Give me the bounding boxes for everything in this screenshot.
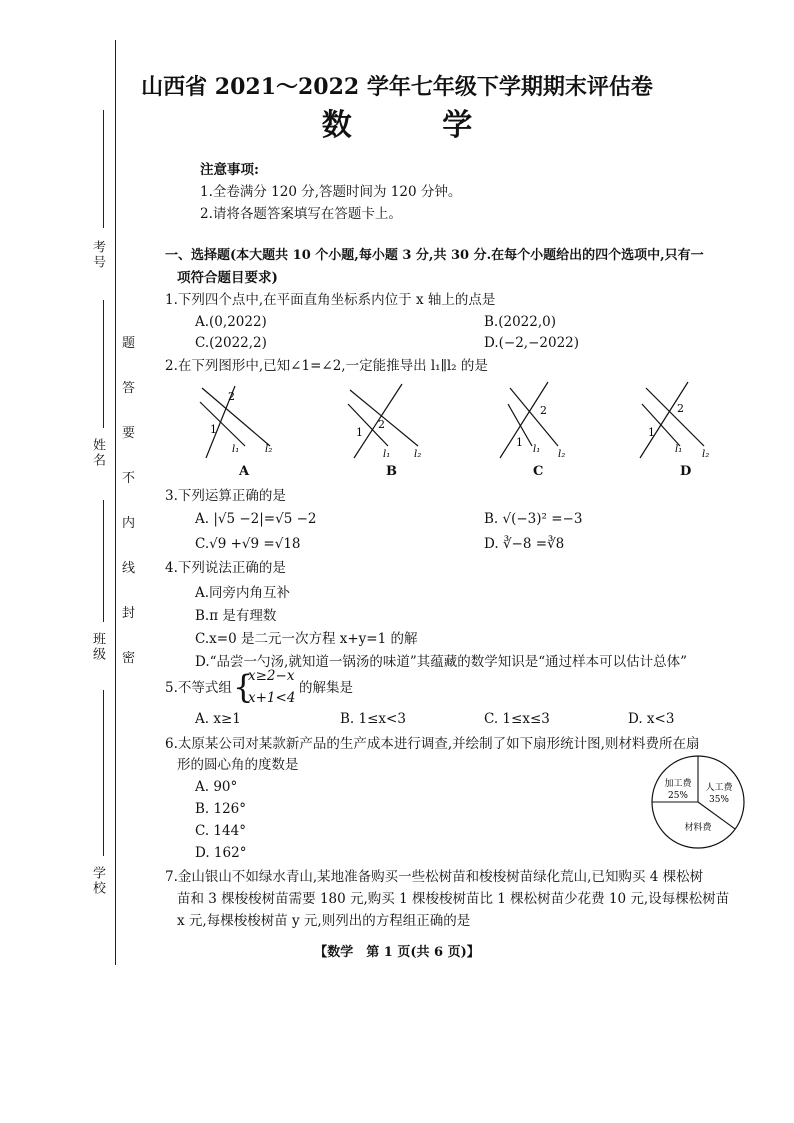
exam-title: 山西省 2021～2022 学年七年级下学期期末评估卷 <box>141 74 653 100</box>
notes-heading: 注意事项: <box>200 162 259 178</box>
q5-option-a[interactable]: A. x≥1 <box>195 711 241 727</box>
q4-option-c[interactable]: C.x=0 是二元一次方程 x+y=1 的解 <box>195 631 418 647</box>
q6-stem-cont: 形的圆心角的度数是 <box>177 757 299 773</box>
seal-char: 内 <box>122 516 136 531</box>
angle-label: 2 <box>378 418 385 431</box>
figure-c <box>500 382 558 458</box>
subject-title: 数 学 <box>321 108 513 143</box>
cost-pie-chart <box>648 752 748 852</box>
q5-inequality-1: x≥2−x <box>248 668 295 684</box>
pie-slice-percent: 25% <box>667 791 689 801</box>
angle-label: 1 <box>516 436 523 449</box>
pie-slice-percent: 35% <box>708 795 730 805</box>
q5-inequality-2: x+1<4 <box>248 690 296 706</box>
q7-stem: 7.金山银山不如绿水青山,某地准备购买一些松树苗和梭梭树苗绿化荒山,已知购买 4 棵松树 <box>165 869 704 885</box>
field-class: 班级 <box>90 632 105 662</box>
figure-d <box>640 382 704 458</box>
q5-brace: { <box>233 668 254 706</box>
seal-char: 要 <box>122 426 136 441</box>
q5-option-c[interactable]: C. 1≤x≤3 <box>484 711 550 727</box>
angle-label: 2 <box>677 402 684 415</box>
q2-figures <box>190 378 730 460</box>
q4-option-d[interactable]: D.“品尝一勺汤,就知道一锅汤的味道”其蕴藏的数学知识是“通过样本可以估计总体” <box>195 654 688 670</box>
line-label: l₁ <box>383 449 391 460</box>
q1-option-d[interactable]: D.(−2,−2022) <box>484 335 580 351</box>
q1-option-a[interactable]: A.(0,2022) <box>195 314 267 330</box>
seal-char: 答 <box>122 381 136 396</box>
q7-stem-cont: x 元,每棵梭梭树苗 y 元,则列出的方程组正确的是 <box>177 913 471 929</box>
seal-char: 题 <box>122 336 136 351</box>
line-label: l₂ <box>558 449 566 460</box>
notes-item: 2.请将各题答案填写在答题卡上。 <box>200 206 402 222</box>
q4-option-b[interactable]: B.π 是有理数 <box>195 608 277 624</box>
line-label: l₂ <box>265 444 273 455</box>
pie-slice-label: 人工费 <box>705 783 733 793</box>
field-exam-number: 考号 <box>90 240 105 270</box>
page-footer: 【数学 第 1 页(共 6 页)】 <box>314 945 480 960</box>
field-name: 姓名 <box>90 438 105 468</box>
section-heading-cont: 项符合题目要求) <box>177 270 278 286</box>
line-label: l₁ <box>675 444 683 455</box>
q3-option-b[interactable]: B. √(−3)² =−3 <box>484 511 583 527</box>
q5-option-b[interactable]: B. 1≤x<3 <box>340 711 406 727</box>
q6-option-c[interactable]: C. 144° <box>195 823 246 839</box>
notes-item: 1.全卷满分 120 分,答题时间为 120 分钟。 <box>200 184 462 200</box>
q6-option-d[interactable]: D. 162° <box>195 845 247 861</box>
q6-option-a[interactable]: A. 90° <box>195 779 238 795</box>
angle-label: 2 <box>540 404 547 417</box>
q1-stem: 1.下列四个点中,在平面直角坐标系内位于 x 轴上的点是 <box>165 292 496 308</box>
angle-label: 1 <box>648 426 655 439</box>
figure-label-c[interactable]: C <box>533 464 544 479</box>
q3-option-c[interactable]: C.√9 +√9 =√18 <box>195 536 301 552</box>
seal-char: 密 <box>122 651 136 666</box>
seal-char: 封 <box>122 606 136 621</box>
figure-label-d[interactable]: D <box>680 464 692 479</box>
q3-option-a[interactable]: A. |√5 −2|=√5 −2 <box>195 511 317 527</box>
q4-option-a[interactable]: A.同旁内角互补 <box>195 585 291 601</box>
seal-char: 线 <box>122 561 136 576</box>
pie-slice-label: 材料费 <box>684 823 712 833</box>
binding-line <box>115 40 116 965</box>
q7-stem-cont: 苗和 3 棵梭梭树苗需要 180 元,购买 1 棵梭梭树苗比 1 棵松树苗少花费 10 元,设每棵松树苗 <box>177 891 730 907</box>
q5-stem-post: 的解集是 <box>299 680 353 696</box>
line-label: l₁ <box>533 444 541 455</box>
q1-option-c[interactable]: C.(2022,2) <box>195 335 267 351</box>
q3-option-d[interactable]: D. ∛−8 =∛8 <box>484 536 565 552</box>
seal-char: 不 <box>122 471 136 486</box>
section-heading: 一、选择题(本大题共 10 个小题,每小题 3 分,共 30 分.在每个小题给出的四个选项中,只有一 <box>165 248 704 263</box>
q5-option-d[interactable]: D. x<3 <box>628 711 675 727</box>
field-school-line[interactable] <box>103 690 104 856</box>
q6-option-b[interactable]: B. 126° <box>195 801 247 817</box>
q6-stem: 6.太原某公司对某款新产品的生产成本进行调查,并绘制了如下扇形统计图,则材料费所在扇 <box>165 736 700 752</box>
q5-stem-pre: 5.不等式组 <box>165 680 232 696</box>
figure-label-a[interactable]: A <box>239 464 250 479</box>
q2-stem: 2.在下列图形中,已知∠1=∠2,一定能推导出 l₁∥l₂ 的是 <box>165 358 488 374</box>
angle-label: 1 <box>210 423 217 436</box>
q3-stem: 3.下列运算正确的是 <box>165 488 286 504</box>
line-label: l₂ <box>702 449 710 460</box>
line-label: l₁ <box>232 444 240 455</box>
field-school: 学校 <box>90 866 105 896</box>
angle-label: 1 <box>356 426 363 439</box>
figure-label-b[interactable]: B <box>386 464 397 479</box>
field-class-line[interactable] <box>103 500 104 622</box>
pie-slice-label: 加工费 <box>664 779 692 789</box>
q1-option-b[interactable]: B.(2022,0) <box>484 314 556 330</box>
q4-stem: 4.下列说法正确的是 <box>165 560 286 576</box>
field-name-line[interactable] <box>103 300 104 428</box>
line-label: l₂ <box>414 449 422 460</box>
angle-label: 2 <box>228 390 235 403</box>
